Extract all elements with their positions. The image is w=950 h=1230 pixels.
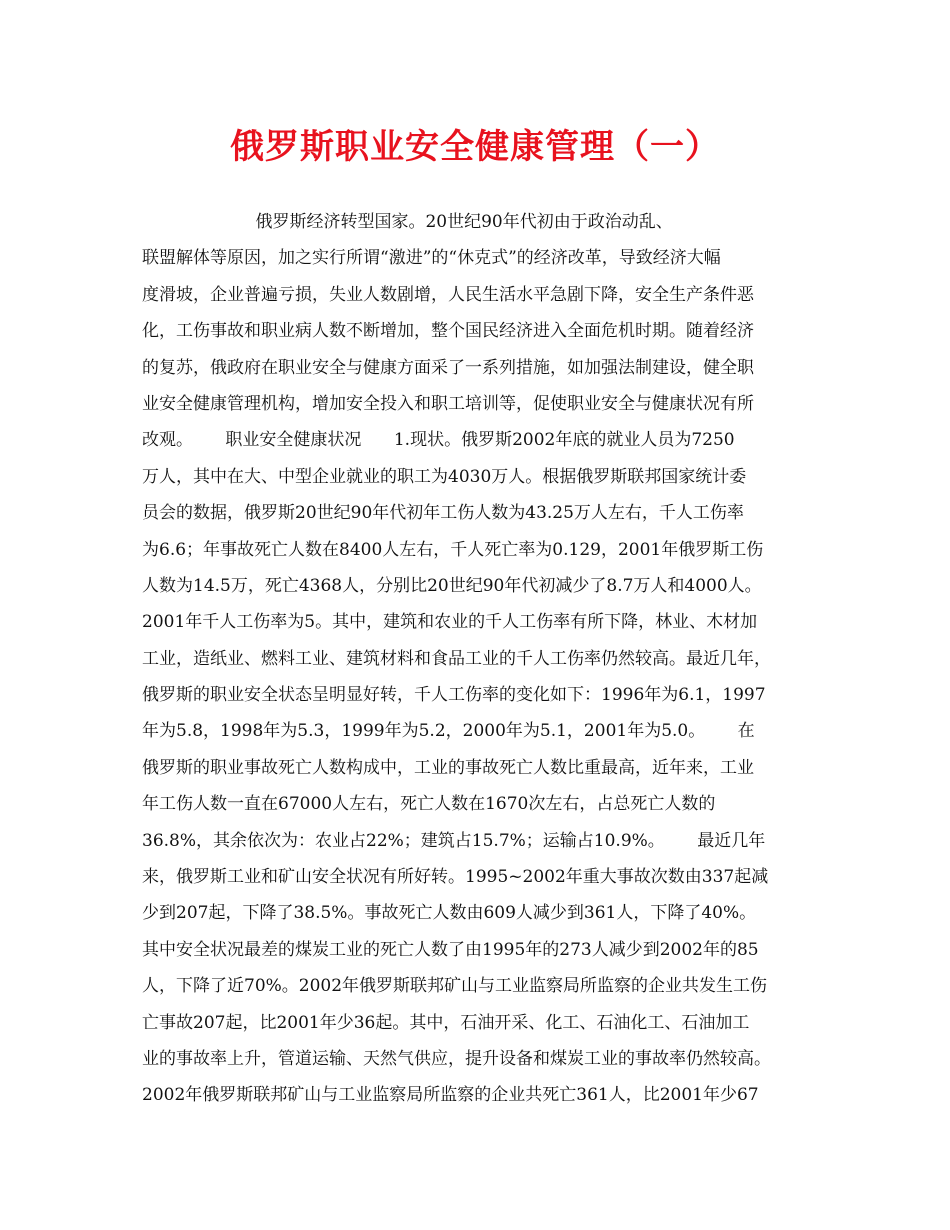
body-line: 年为5.8，1998年为5.3，1999年为5.2，2000年为5.1，2001年为5.0。 在 — [142, 721, 755, 742]
body-line: 工业，造纸业、燃料工业、建筑材料和食品工业的千人工伤率仍然较高。最近几年， — [142, 648, 771, 669]
body-line: 2002年俄罗斯联邦矿山与工业监察局所监察的企业共死亡361人，比2001年少67 — [142, 1085, 759, 1106]
body-line: 改观。 职业安全健康状况 1.现状。俄罗斯2002年底的就业人员为7250 — [142, 430, 735, 451]
body-line: 俄罗斯的职业事故死亡人数构成中，工业的事故死亡人数比重最高，近年来，工业 — [142, 757, 754, 778]
body-line: 联盟解体等原因，加之实行所谓“激进”的“休克式”的经济改革，导致经济大幅 — [142, 248, 721, 269]
body-line: 来，俄罗斯工业和矿山安全状况有所好转。1995~2002年重大事故次数由337起减 — [142, 867, 769, 888]
body-line: 度滑坡，企业普遍亏损，失业人数剧增，人民生活水平急剧下降，安全生产条件恶 — [142, 284, 754, 305]
body-line: 年工伤人数一直在67000人左右，死亡人数在1670次左右，占总死亡人数的 — [142, 794, 716, 815]
document-title: 俄罗斯职业安全健康管理（一） — [230, 127, 720, 167]
body-line: 业安全健康管理机构，增加安全投入和职工培训等，促使职业安全与健康状况有所 — [142, 393, 754, 414]
body-line: 亡事故207起，比2001年少36起。其中，石油开采、化工、石油化工、石油加工 — [142, 1012, 750, 1033]
body-line: 其中安全状况最差的煤炭工业的死亡人数了由1995年的273人减少到2002年的85 — [142, 939, 759, 960]
body-line: 的复苏，俄政府在职业安全与健康方面采了一系列措施，如加强法制建设，健全职 — [142, 357, 754, 378]
body-line: 业的事故率上升，管道运输、天然气供应，提升设备和煤炭工业的事故率仍然较高。 — [142, 1048, 771, 1069]
body-line: 员会的数据，俄罗斯20世纪90年代初年工伤人数为43.25万人左右，千人工伤率 — [142, 503, 744, 524]
body-line: 为6.6；年事故死亡人数在8400人左右，千人死亡率为0.129，2001年俄罗斯工伤 — [142, 539, 764, 560]
body-line: 俄罗斯的职业安全状态呈明显好转，千人工伤率的变化如下：1996年为6.1，1997 — [142, 685, 766, 706]
body-line: 万人，其中在大、中型企业就业的职工为4030万人。根据俄罗斯联邦国家统计委 — [142, 466, 747, 487]
body-line: 化，工伤事故和职业病人数不断增加，整个国民经济进入全面危机时期。随着经济 — [142, 321, 754, 342]
body-line: 人数为14.5万，死亡4368人，分别比20世纪90年代初减少了8.7万人和4000人。 — [142, 575, 762, 596]
body-line: 俄罗斯经济转型国家。20世纪90年代初由于政治动乱、 — [142, 212, 673, 232]
body-line: 人，下降了近70%。2002年俄罗斯联邦矿山与工业监察局所监察的企业共发生工伤 — [142, 976, 768, 997]
document-body — [142, 204, 812, 1114]
body-line: 36.8%，其余依次为：农业占22%；建筑占15.7%；运输占10.9%。 最近几年 — [142, 830, 766, 851]
body-line: 2001年千人工伤率为5。其中，建筑和农业的千人工伤率有所下降，林业、木材加 — [142, 612, 758, 633]
body-line: 少到207起，下降了38.5%。事故死亡人数由609人减少到361人，下降了40%。 — [142, 903, 757, 924]
